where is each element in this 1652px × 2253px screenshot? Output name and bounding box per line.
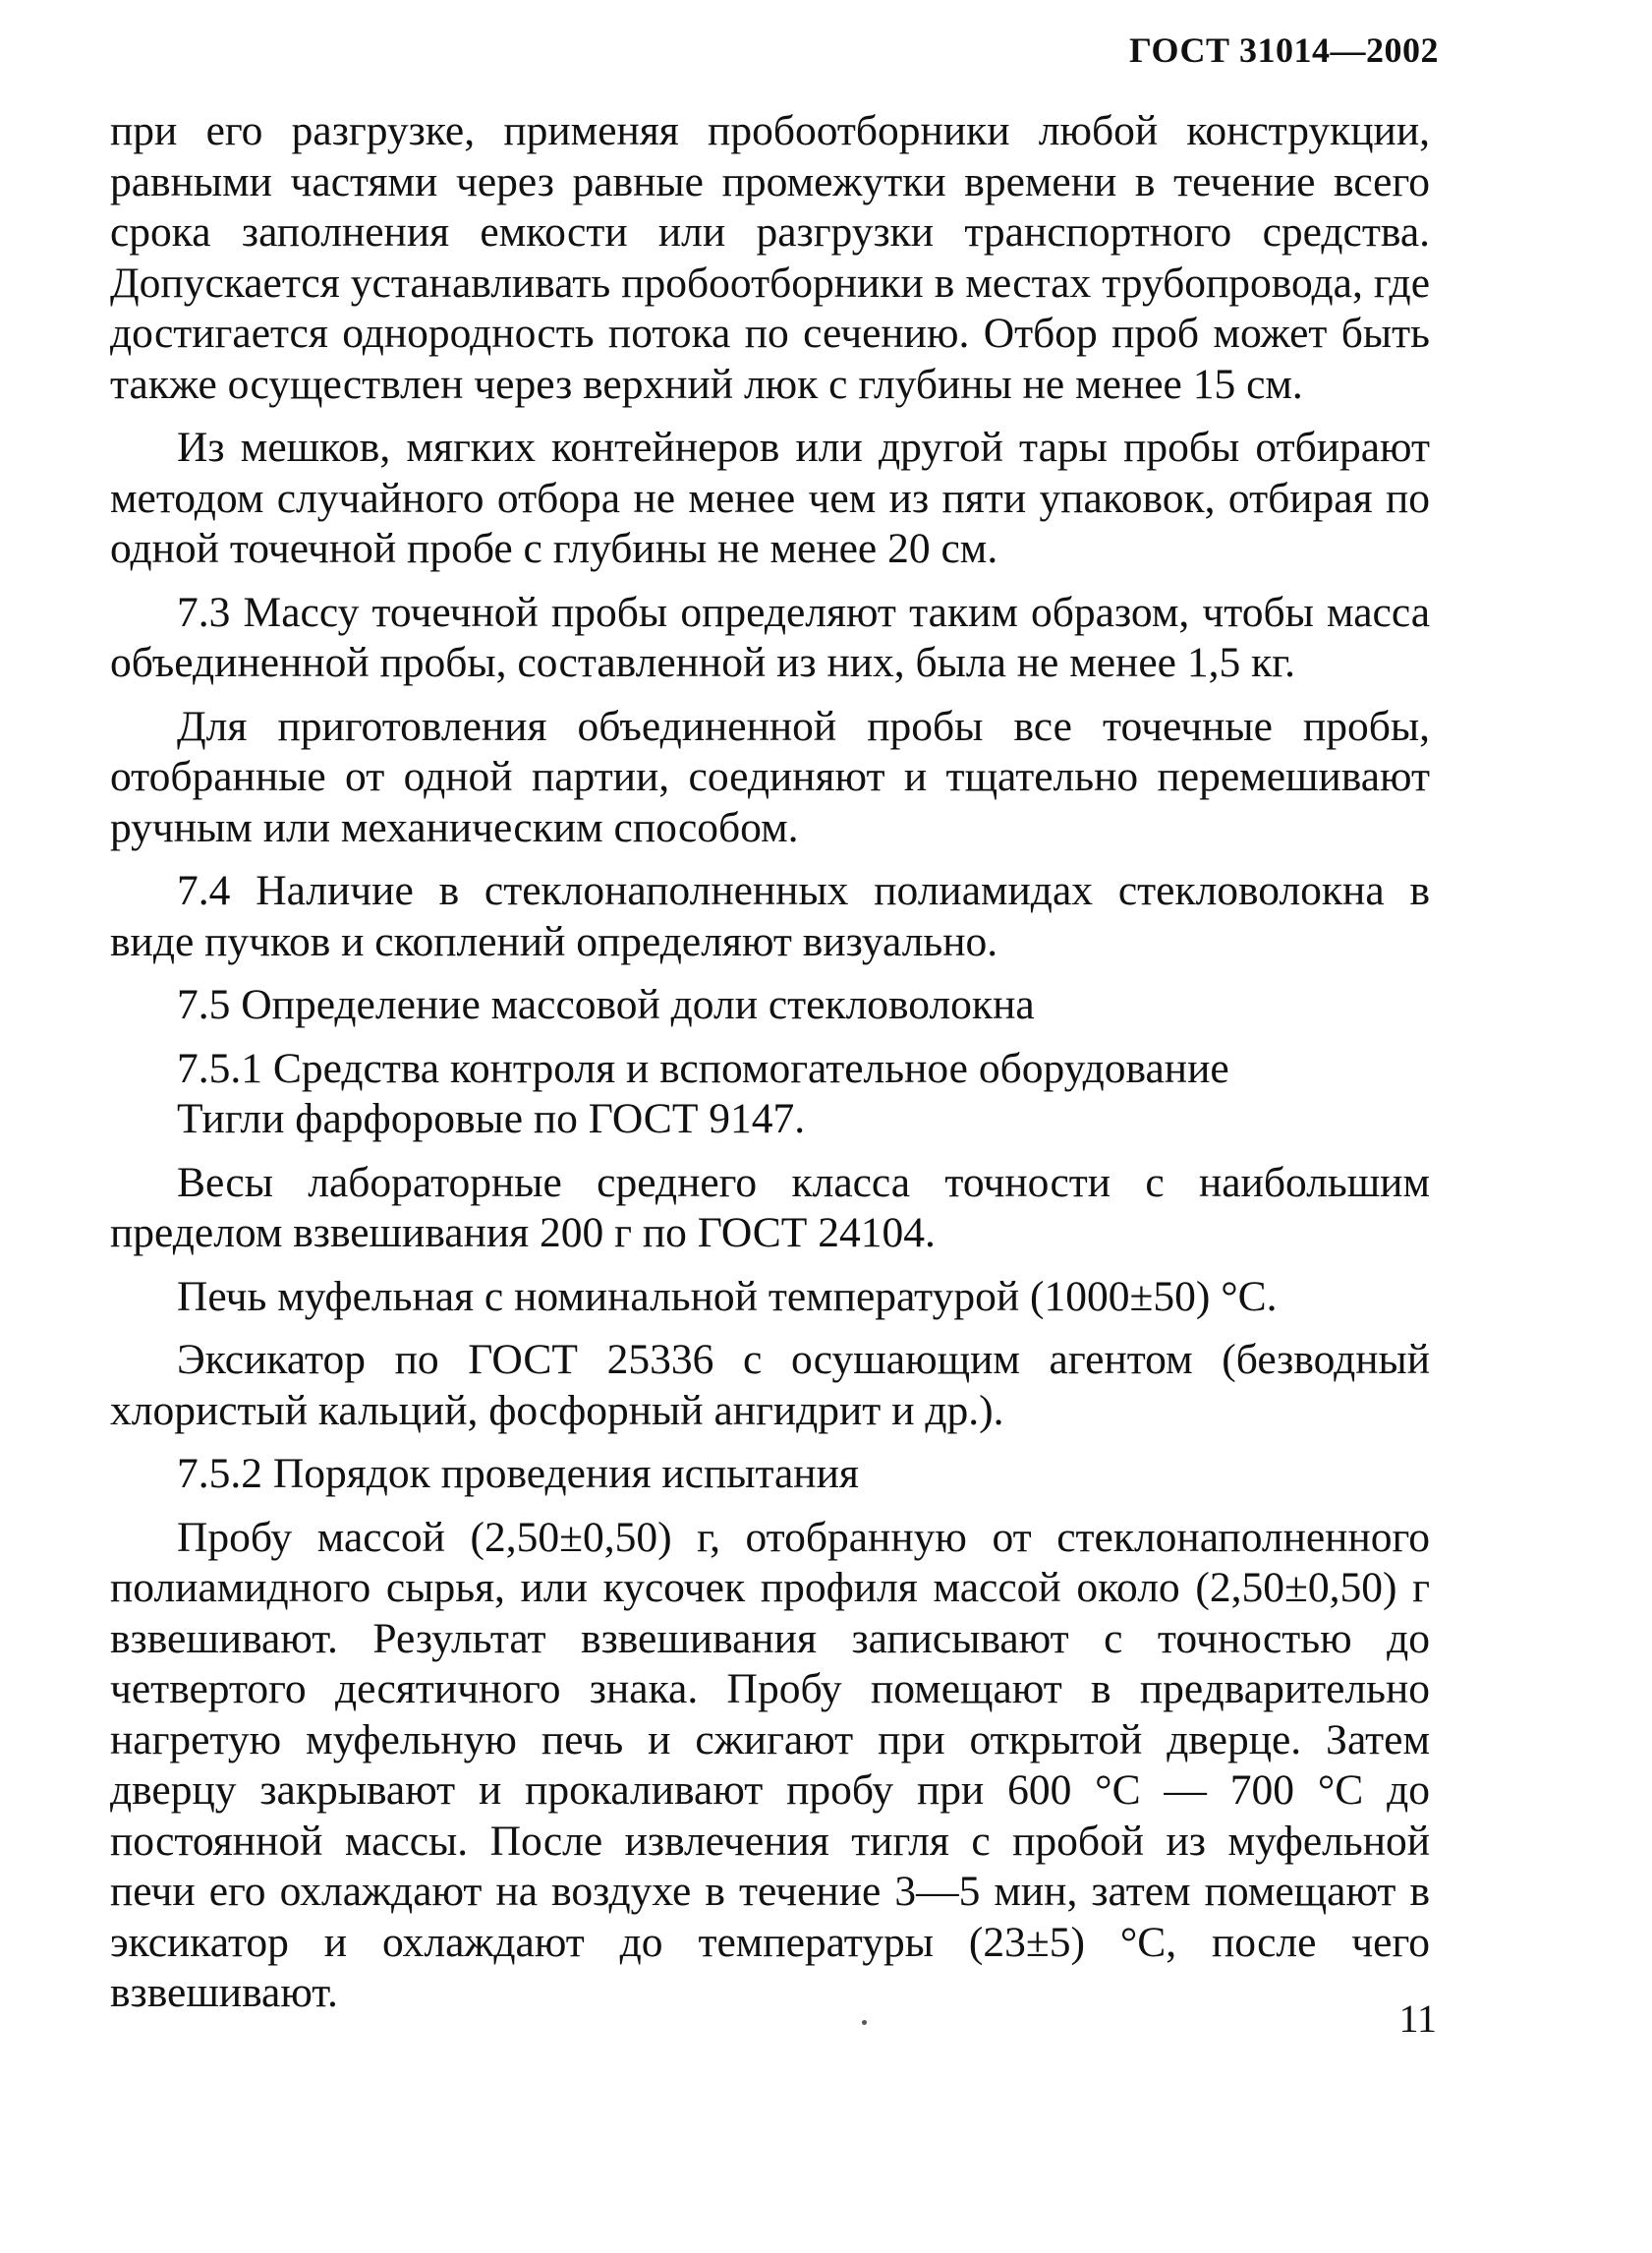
paragraph-test-procedure: Пробу массой (2,50±0,50) г, отобранную от стеклонаполненного полиамидного сырья, или кусочек профиля массой около (2,50±0,50) г взвешивают. Результат взвешивания записывают с точностью до четвертого десятичного знака. Пробу помещают в предварительно нагретую муфельную печь и сжигают при открытой дверце. Затем дверцу закрывают и прокаливают пробу при 600 °С — 700 °С до постоянной массы. После извлечения тигля с пробой из муфельной печи его охлаждают на воздухе в течение 3—5 мин, затем помещают в эксикатор и охлаждают до температуры (23±5) °С, после чего взвешивают. [110,1513,1430,2016]
paragraph-desiccator: Эксикатор по ГОСТ 25336 с осушающим агентом (безводный хлористый кальций, фосфорный ангидрит и др.). [110,1336,1430,1434]
paragraph-furnace: Печь муфельная с номинальной температурой (1000±50) °С. [177,1272,1278,1320]
page-number: 11 [1398,1996,1437,2041]
paragraph-crucibles: Тигли фарфоровые по ГОСТ 9147. [177,1095,806,1142]
paragraph-sampling-continuation: при его разгрузке, применяя пробоотборники любой конструкции, равными частями через равные промежутки времени в течение всего срока заполнения емкости или разгрузки транспортного средства. Допускается устанавливать пробоотборники в местах трубопровода, где достигается однородность потока по сечению. Отбор проб может быть также осуществлен через верхний люк с глубины не менее 15 см. [110,107,1430,408]
section-heading-7-5-1: 7.5.1 Средства контроля и вспомогательное оборудование [177,1044,1229,1092]
paragraph-7-3: 7.3 Массу точечной пробы определяют таким образом, чтобы масса объединенной пробы, составленной из них, была не менее 1,5 кг. [110,588,1430,686]
footer-dot [862,2020,867,2025]
section-heading-7-5-2: 7.5.2 Порядок проведения испытания [177,1450,859,1497]
document-header: ГОСТ 31014—2002 [1129,30,1439,70]
paragraph-scales: Весы лабораторные среднего класса точности с наибольшим пределом взвешивания 200 г по ГОСТ 24104. [110,1158,1430,1256]
section-heading-7-5: 7.5 Определение массовой доли стекловолокна [177,981,1035,1028]
paragraph-bags-sampling: Из мешков, мягких контейнеров или другой тары пробы отбирают методом случайного отбора не менее чем из пяти упаковок, отбирая по одной точечной пробе с глубины не менее 20 см. [110,424,1430,572]
paragraph-7-4: 7.4 Наличие в стеклонаполненных полиамидах стекловолокна в виде пучков и скоплений определяют визуально. [110,867,1430,965]
paragraph-combined-sample: Для приготовления объединенной пробы все точечные пробы, отобранные от одной партии, соединяют и тщательно перемешивают ручным или механическим способом. [110,702,1430,851]
document-body [110,106,1430,2019]
